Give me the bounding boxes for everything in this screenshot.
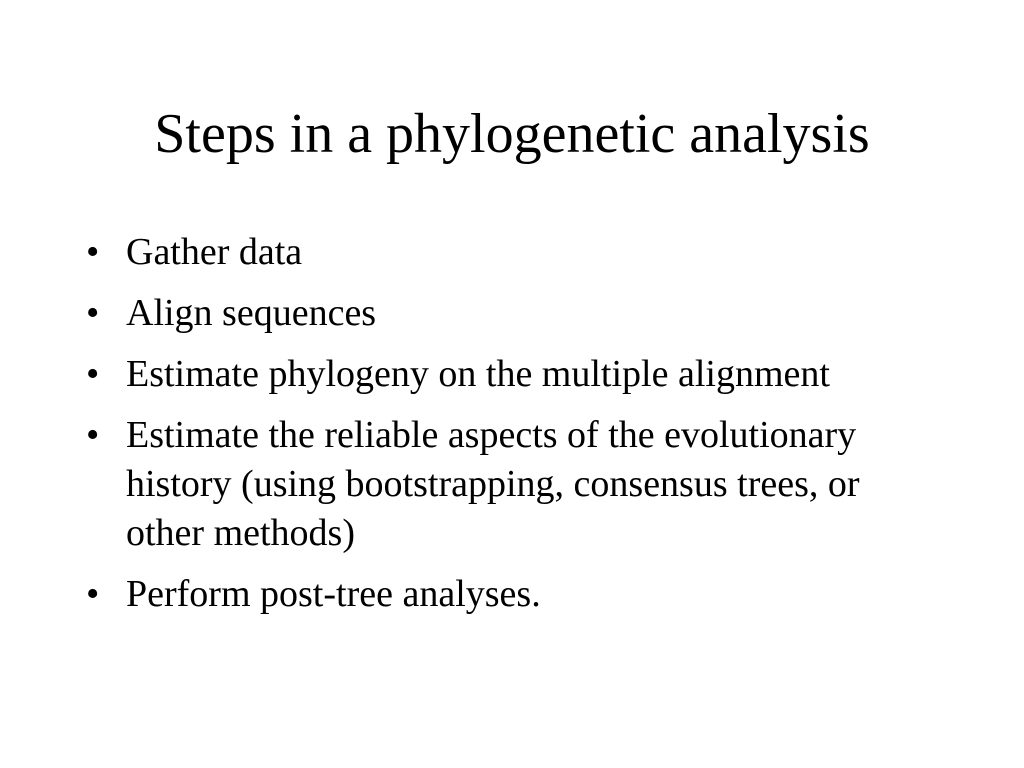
bullet-text: Perform post-tree analyses. [126,573,541,615]
bullet-dot-icon: • [86,573,100,615]
bullet-dot-icon: • [86,353,100,395]
bullet-dot-icon: • [86,292,100,334]
slide-title: Steps in a phylogenetic analysis [154,103,870,165]
bullet-item-estimate-reliable-aspects [84,411,944,558]
bullet-text: Estimate phylogeny on the multiple alignment [126,353,830,395]
bullet-item-align-sequences [84,289,944,338]
bullet-item-gather-data [84,228,944,277]
bullet-text: Estimate the reliable aspects of the evolutionary history (using bootstrapping, consensus trees, or other methods) [126,414,860,554]
bullet-dot-icon: • [86,414,100,456]
bullet-item-post-tree-analyses [84,570,944,619]
bullet-list [84,228,944,631]
bullet-text: Gather data [126,231,303,273]
bullet-text: Align sequences [126,292,377,334]
bullet-dot-icon: • [86,231,100,273]
bullet-item-estimate-phylogeny [84,350,944,399]
